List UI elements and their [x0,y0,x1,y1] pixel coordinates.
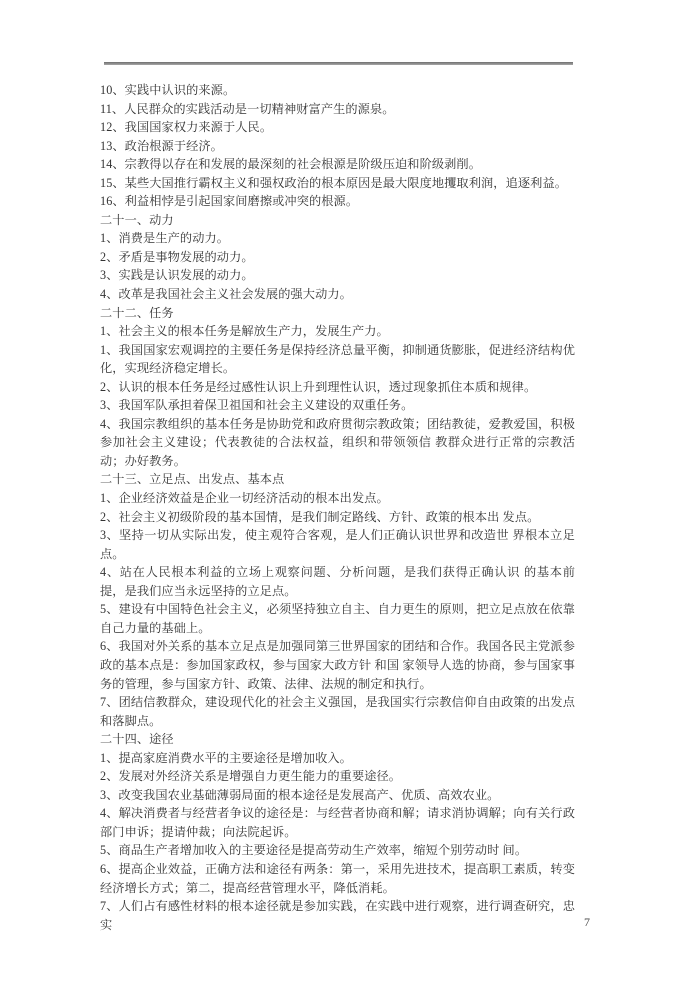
list-item: 3、坚持一切从实际出发，使主观符合客观，是人们正确认识世界和改造世 界根本立足点。 [100,528,575,561]
list-item: 3、我国军队承担着保卫祖国和社会主义建设的双重任务。 [100,398,414,413]
section-heading: 二十三、立足点、出发点、基本点 [100,472,285,487]
list-item: 1、消费是生产的动力。 [100,231,230,246]
page-number: 7 [584,915,590,929]
list-item: 1、我国国家宏观调控的主要任务是保持经济总量平衡，抑制通货膨胀，促进经济结构优化，实现经济稳定增长。 [100,342,575,376]
list-item: 12、我国国家权力来源于人民。 [100,120,273,135]
list-item: 11、人民群众的实践活动是一切精神财富产生的源泉。 [100,101,395,116]
list-item: 1、企业经济效益是企业一切经济活动的根本出发点。 [100,491,389,506]
list-item: 15、某些大国推行霸权主义和强权政治的根本原因是最大限度地攫取利润，追逐利益。 [100,175,568,190]
list-item: 1、社会主义的根本任务是解放生产力，发展生产力。 [100,324,389,339]
list-item: 7、人们占有感性材料的根本途径就是参加实践，在实践中进行观察，进行调查研究，忠实 [100,899,575,932]
list-item: 4、改革是我国社会主义社会发展的强大动力。 [100,287,352,302]
list-item: 10、实践中认识的来源。 [100,83,236,97]
list-item: 2、矛盾是事物发展的动力。 [100,249,254,264]
list-item: 7、团结信教群众，建设现代化的社会主义强国，是我国实行宗教信仰自由政策的出发点和落脚点。 [100,695,575,728]
list-item: 5、商品生产者增加收入的主要途径是提高劳动生产效率，缩短个别劳动时 间。 [100,843,528,858]
section-heading: 二十四、途径 [100,732,174,747]
list-item: 3、实践是认识发展的动力。 [100,268,254,283]
list-item: 16、利益相悖是引起国家间磨擦或冲突的根源。 [100,194,359,209]
list-item: 4、站在人民根本利益的立场上观察问题、分析问题，是我们获得正确认识 的基本前提，是我们应当永远坚持的立足点。 [100,565,575,598]
header-rule [104,62,573,65]
list-item: 3、改变我国农业基础薄弱局面的根本途径是发展高产、优质、高效农业。 [100,787,500,802]
list-item: 4、我国宗教组织的基本任务是协助党和政府贯彻宗教政策；团结教徒，爱教爱国，积极参加社会主义建设；代表教徒的合法权益，组织和带领领信 教群众进行正常的宗教活动；办好教务。 [100,416,575,468]
section-heading: 二十二、任务 [100,305,174,320]
list-item: 2、发展对外经济关系是增强自力更生能力的重要途径。 [100,769,402,784]
list-item: 14、宗教得以存在和发展的最深刻的社会根源是阶级压迫和阶级剥削。 [100,157,482,172]
list-item: 13、政治根源于经济。 [100,138,223,153]
section-heading: 二十一、动力 [100,212,174,227]
document-body [100,81,575,934]
list-item: 6、提高企业效益，正确方法和途径有两条：第一，采用先进技术，提高职工素质，转变经济增长方式；第二，提高经营管理水平，降低消耗。 [100,861,575,895]
list-item: 2、社会主义初级阶段的基本国情，是我们制定路线、方针、政策的根本出 发点。 [100,509,540,524]
list-item: 6、我国对外关系的基本立足点是加强同第三世界国家的团结和合作。我国各民主党派参政的基本点是：参加国家政权，参与国家大政方针 和国 家领导人选的协商，参与国家事务的管理，参与国家方针、政策、法律、法规的制定和执行。 [100,639,575,691]
list-item: 5、建设有中国特色社会主义，必须坚持独立自主、自力更生的原则，把立足点放在依靠自己力量的基础上。 [100,602,575,635]
list-item: 2、认识的根本任务是经过感性认识上升到理性认识，透过现象抓住本质和规律。 [100,379,537,394]
list-item: 4、解决消费者与经营者争议的途径是：与经营者协商和解；请求消协调解；向有关行政部门申诉；提请仲裁；向法院起诉。 [100,806,575,839]
list-item: 1、提高家庭消费水平的主要途径是增加收入。 [100,750,352,765]
